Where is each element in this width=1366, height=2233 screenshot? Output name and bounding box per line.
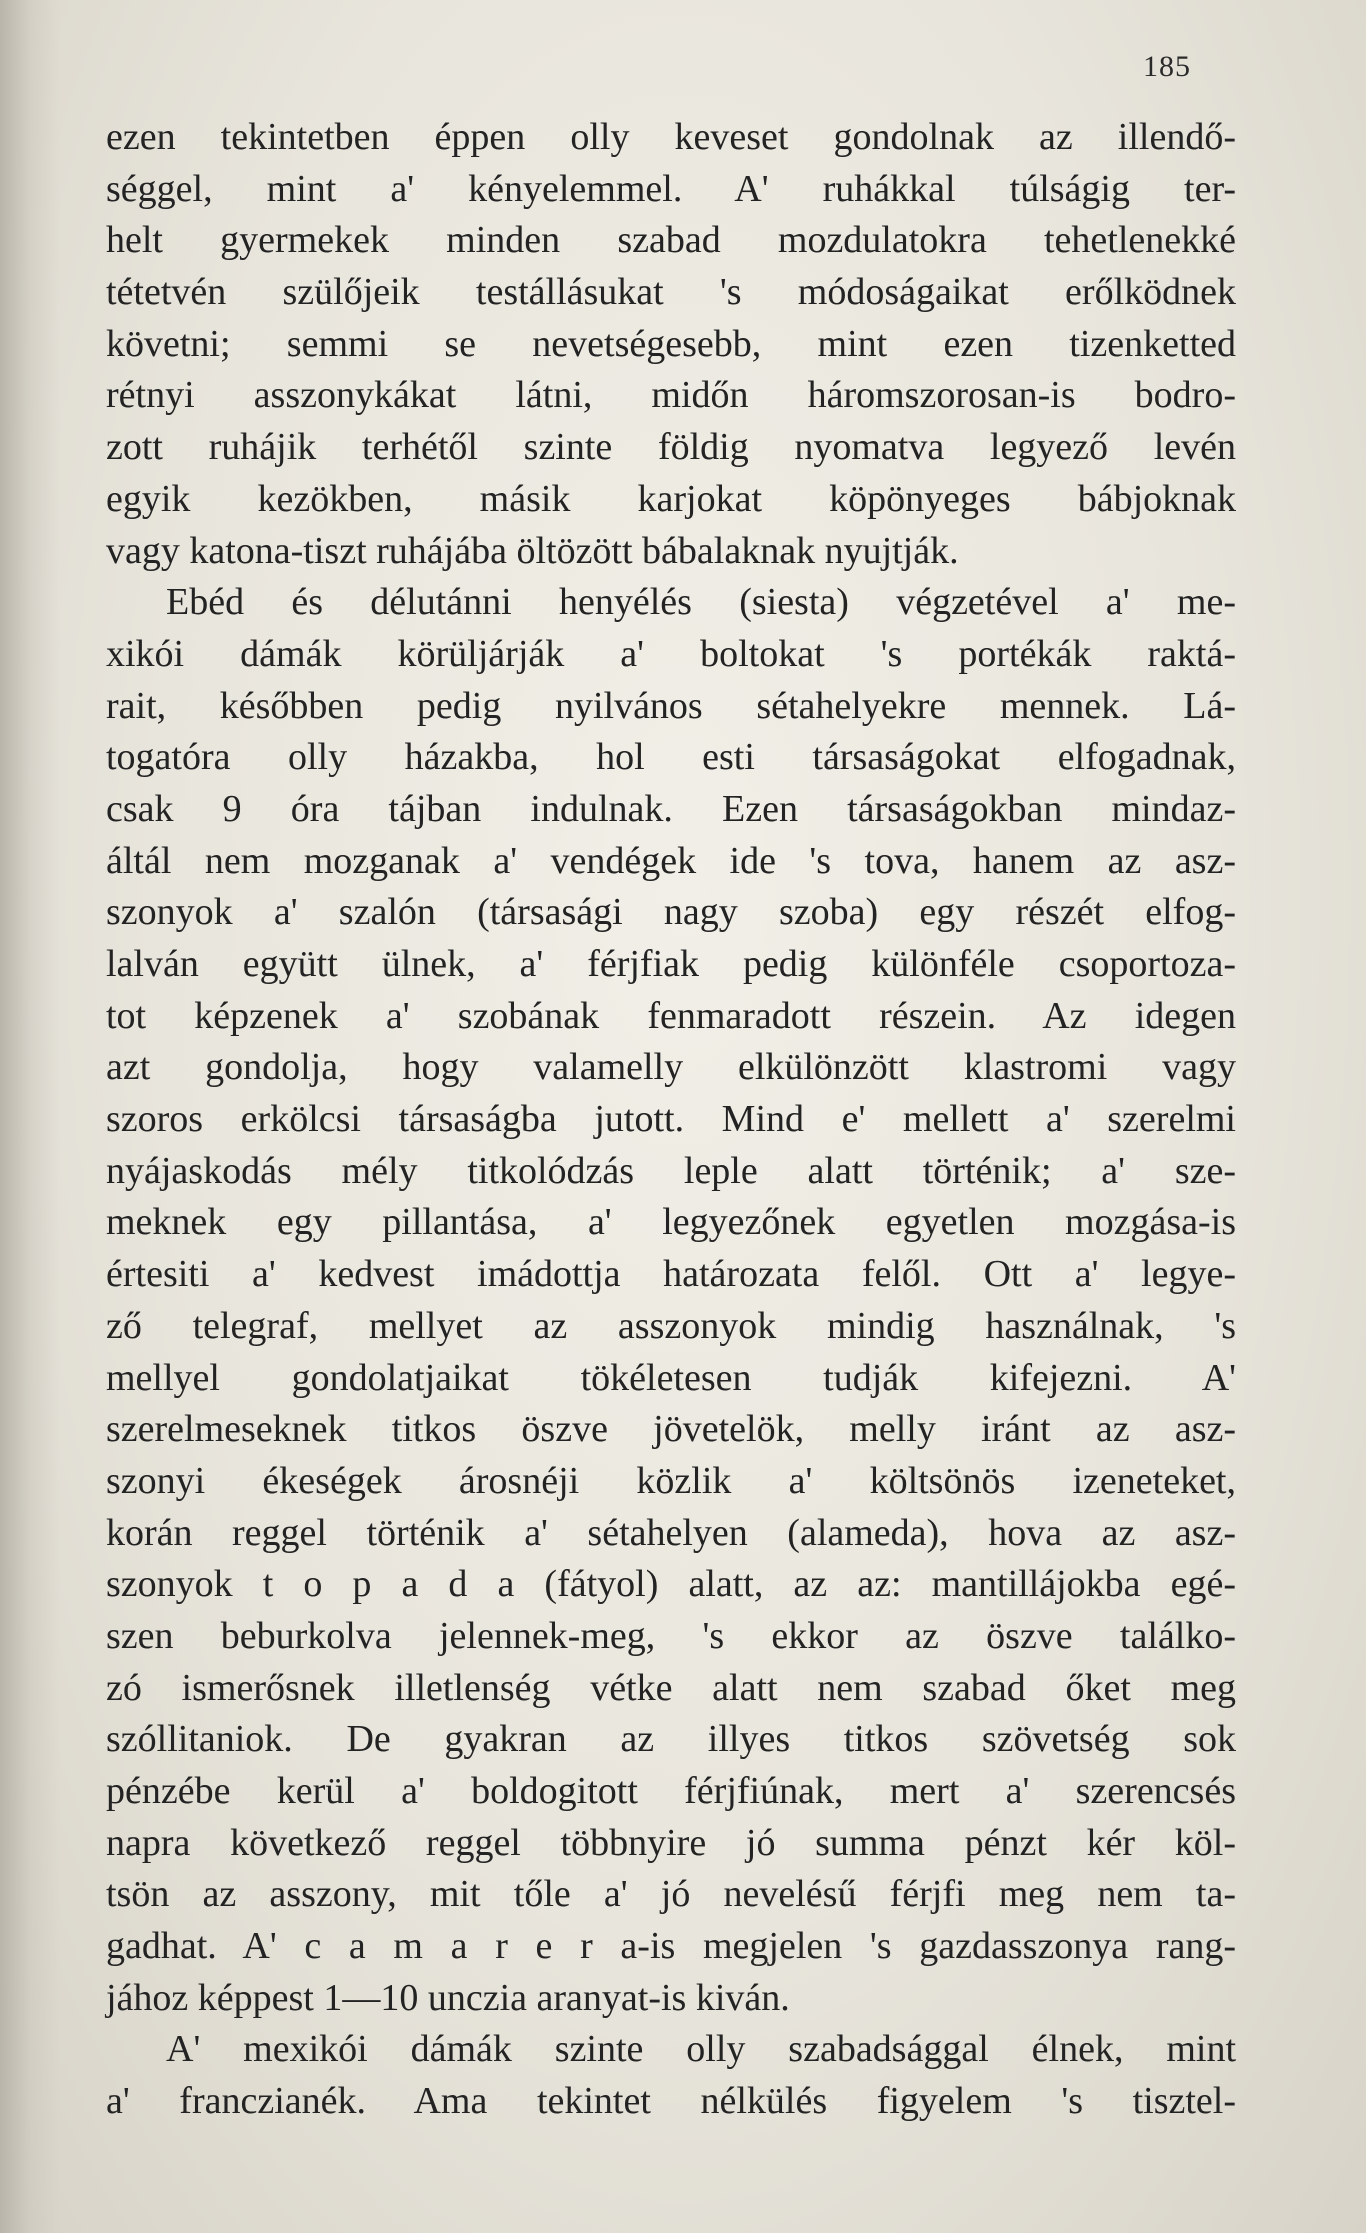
text-line: szonyok a' szalón (társasági nagy szoba) egy részét elfog- — [106, 891, 1236, 934]
text-line: zott ruhájik terhétől szinte földig nyomatva legyező levén — [106, 426, 1236, 469]
text-line: tot képzenek a' szobának fenmaradott részein. Az idegen — [106, 994, 1236, 1037]
text-line: szonyi ékeségek árosnéji közlik a' költsönös izeneteket, — [106, 1459, 1236, 1502]
text-line: helt gyermekek minden szabad mozdulatokra tehetlenekké — [106, 219, 1236, 262]
paragraph-start-line: Ebéd és délutánni henyélés (siesta) végzetével a' me- — [166, 581, 1236, 624]
page-number: 185 — [1143, 50, 1191, 83]
text-line: értesiti a' kedvest imádottja határozata felől. Ott a' legye- — [106, 1253, 1236, 1296]
text-line: szoros erkölcsi társaságba jutott. Mind e' mellett a' szerelmi — [106, 1098, 1236, 1141]
text-line: szerelmeseknek titkos öszve jövetelök, melly iránt az asz- — [106, 1408, 1236, 1451]
text-line: szonyok t o p a d a (fátyol) alatt, az az: mantillájokba egé- — [106, 1563, 1236, 1606]
text-line: jához képpest 1—10 unczia aranyat-is kiván. — [106, 1976, 790, 2019]
text-line: lalván együtt ülnek, a' férjfiak pedig különféle csoportoza- — [106, 943, 1236, 985]
text-line: csak 9 óra tájban indulnak. Ezen társaságokban mindaz- — [106, 787, 1236, 830]
text-line: rétnyi asszonykákat látni, midőn háromszorosan-is bodro- — [106, 374, 1236, 417]
text-line: rait, későbben pedig nyilvános sétahelyekre mennek. Lá- — [106, 684, 1236, 727]
text-line: azt gondolja, hogy valamelly elkülönzött klastromi vagy — [106, 1046, 1236, 1089]
text-line: követni; semmi se nevetségesebb, mint ezen tizenketted — [106, 322, 1236, 365]
text-line: a' franczianék. Ama tekintet nélkülés figyelem 's tisztel- — [106, 2080, 1236, 2123]
text-line: gadhat. A' c a m a r e r a-is megjelen 's gazdasszonya rang- — [106, 1925, 1236, 1968]
text-line: egyik kezökben, másik karjokat köpönyeges bábjoknak — [106, 477, 1236, 520]
text-line: meknek egy pillantása, a' legyezőnek egyetlen mozgása-is — [106, 1201, 1236, 1244]
text-line: áltál nem mozganak a' vendégek ide 's tova, hanem az asz- — [106, 839, 1236, 882]
text-line: ző telegraf, mellyet az asszonyok mindig használnak, 's — [106, 1304, 1236, 1347]
text-line: szen beburkolva jelennek-meg, 's ekkor az öszve találko- — [106, 1614, 1236, 1657]
text-line: mellyel gondolatjaikat tökéletesen tudják kifejezni. A' — [106, 1356, 1236, 1399]
text-line: napra következő reggel többnyire jó summa pénzt kér köl- — [106, 1821, 1236, 1864]
text-line: séggel, mint a' kényelemmel. A' ruhákkal túlságig ter- — [106, 167, 1236, 210]
text-line: korán reggel történik a' sétahelyen (alameda), hova az asz- — [106, 1511, 1236, 1554]
text-line: szóllitaniok. De gyakran az illyes titkos szövetség sok — [106, 1718, 1236, 1761]
text-line: ezen tekintetben éppen olly keveset gondolnak az illendő- — [106, 116, 1236, 158]
text-line: vagy katona-tiszt ruhájába öltözött bábalaknak nyujtják. — [106, 529, 959, 572]
paragraph-start-line: A' mexikói dámák szinte olly szabadsággal élnek, mint — [166, 2028, 1236, 2071]
text-line: togatóra olly házakba, hol esti társaságokat elfogadnak, — [106, 736, 1236, 779]
text-line: zó ismerősnek illetlenség vétke alatt nem szabad őket meg — [106, 1666, 1236, 1709]
text-line: tsön az asszony, mit tőle a' jó nevelésű férjfi meg nem ta- — [106, 1873, 1236, 1916]
text-line: nyájaskodás mély titkolódzás leple alatt történik; a' sze- — [106, 1149, 1236, 1192]
body-text — [106, 112, 1236, 2128]
text-line: pénzébe kerül a' boldogitott férjfiúnak, mert a' szerencsés — [106, 1770, 1236, 1812]
text-line: tétetvén szülőjeik testállásukat 's módoságaikat erőlködnek — [106, 271, 1236, 314]
text-line: xikói dámák körüljárják a' boltokat 's portékák raktá- — [106, 632, 1236, 675]
